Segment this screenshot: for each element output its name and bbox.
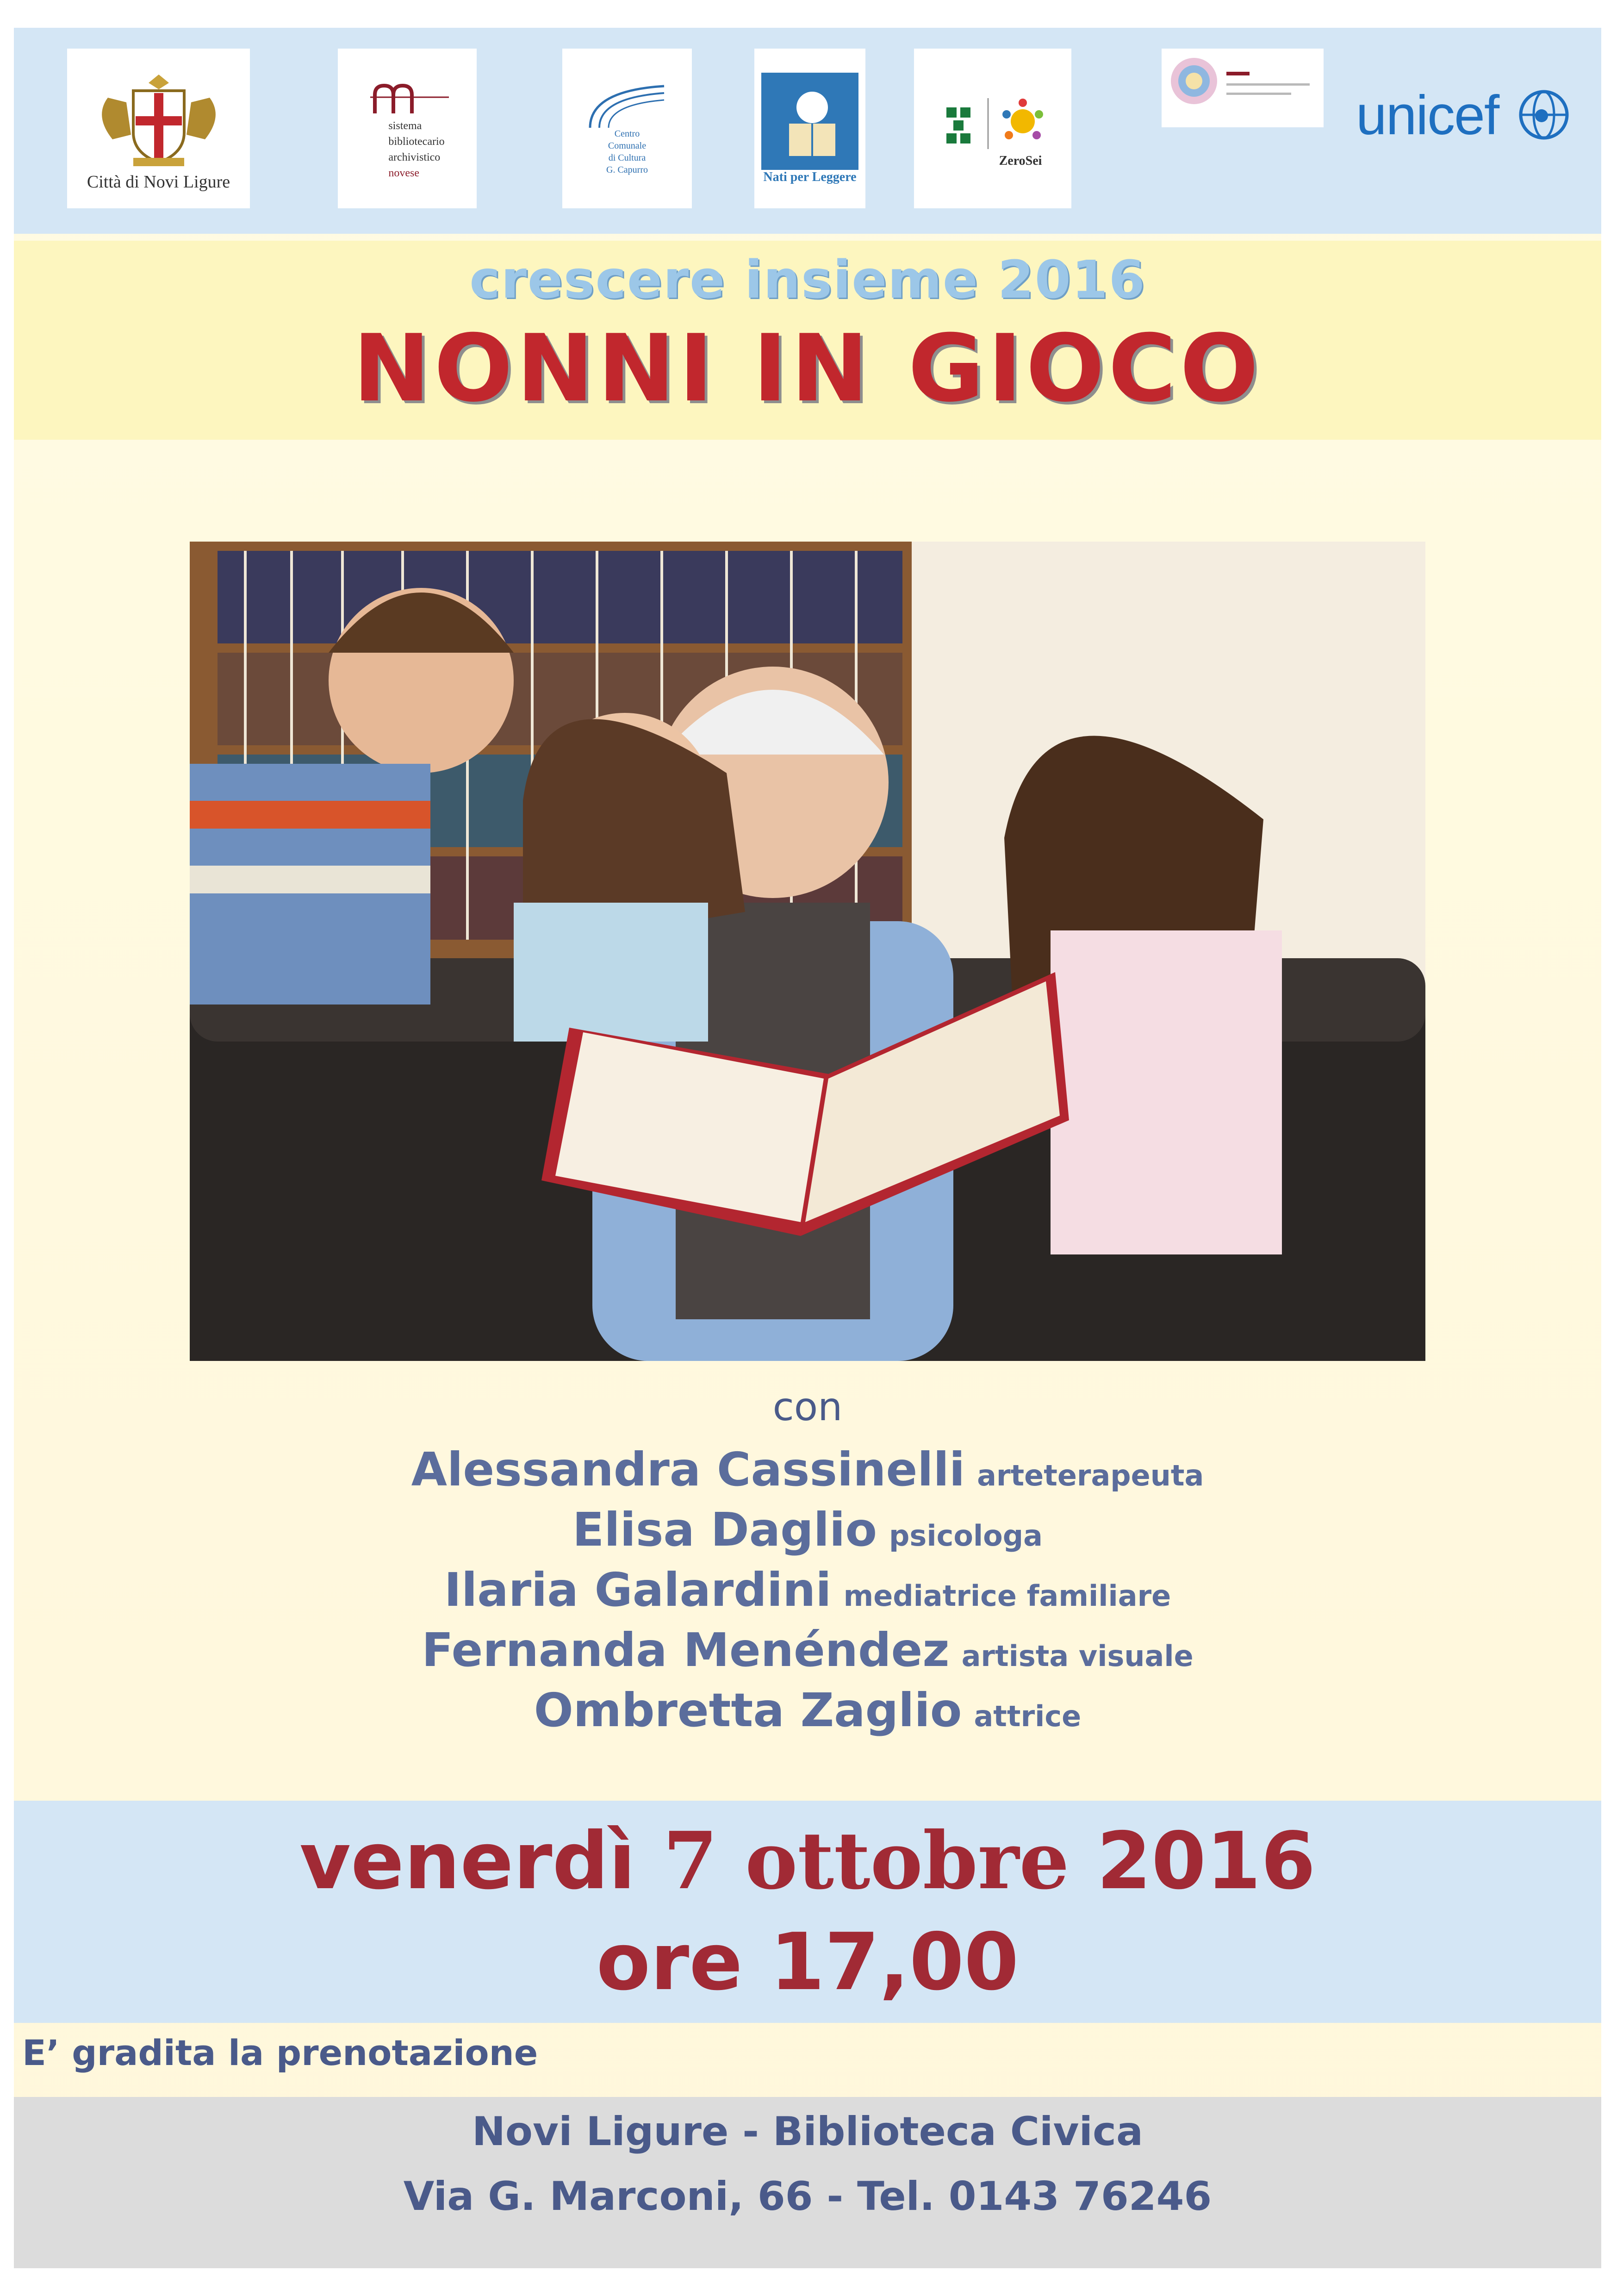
centro-comunale-caption [606,128,648,176]
caption-line: bibliotecario [388,135,445,148]
credit-role: attrice [974,1699,1082,1733]
credit-role: arteterapeuta [977,1459,1204,1492]
credit-name: Elisa Daglio [572,1503,877,1557]
arc-icon [581,81,673,128]
sistema-bibliotecario-caption [370,118,444,181]
credit-name: Fernanda Menéndez [422,1623,950,1677]
coat-of-arms-icon [89,65,228,172]
event-time: ore 17,00 [596,1916,1019,2008]
event-series-subtitle: crescere insieme 2016 [469,250,1146,310]
caption-line: di Cultura [608,152,646,163]
nati-per-leggere-logo [754,49,865,208]
zerosei-logo [914,49,1071,208]
credits-list [14,1440,1601,1741]
credit-row [14,1440,1601,1500]
nati-per-leggere-caption: Nati per Leggere [763,169,857,184]
caption-line: archivistico [388,151,441,163]
child-reading-icon [761,73,858,170]
credit-row [14,1500,1601,1560]
caption-line: novese [388,167,419,179]
venue-name: Novi Ligure - Biblioteca Civica [472,2109,1144,2155]
credit-row [14,1680,1601,1741]
caption-line: sistema [388,119,422,132]
poster [14,28,1601,2268]
caption-line: G. Capurro [606,164,648,175]
caption-line: Centro [614,128,640,139]
sistema-bibliotecario-logo [338,49,477,208]
iter-icon [1166,53,1319,123]
venue-address-phone: Via G. Marconi, 66 - Tel. 0143 76246 [403,2173,1212,2220]
unicef-logo [1356,83,1572,147]
event-date [14,1815,1601,1907]
credit-row [14,1620,1601,1680]
caption-line: Comunale [608,140,647,151]
citta-novi-ligure-logo [67,49,250,208]
unicef-wordmark: unicef [1356,84,1499,146]
citta-novi-ligure-caption: Città di Novi Ligure [87,172,230,192]
sistema-bibliotecario-icon [361,76,454,118]
event-title: NONNI IN GIOCO [353,315,1262,423]
event-day-month: 7 ottobre [663,1815,1070,1907]
unicef-globe-icon [1516,87,1572,143]
centro-comunale-logo [562,49,692,208]
reading-grandfather-children-photo [190,542,1425,1361]
credit-name: Ombretta Zaglio [534,1683,962,1737]
credit-row [14,1560,1601,1620]
zerosei-icon [928,89,1057,154]
credit-name: Alessandra Cassinelli [411,1442,965,1497]
credit-role: psicologa [889,1519,1043,1553]
credit-role: mediatrice familiare [843,1579,1171,1613]
photo-illustration [190,542,1425,1361]
event-day: venerdì [299,1816,636,1907]
credit-name: Ilaria Galardini [444,1563,832,1617]
zerosei-caption: ZeroSei [999,153,1042,168]
event-year: 2016 [1096,1816,1316,1907]
credit-role: artista visuale [961,1639,1194,1673]
iter-logo [1162,49,1324,127]
reservation-note: E’ gradita la prenotazione [22,2032,538,2073]
logo-band [14,28,1601,234]
credits-intro: con [772,1384,843,1429]
